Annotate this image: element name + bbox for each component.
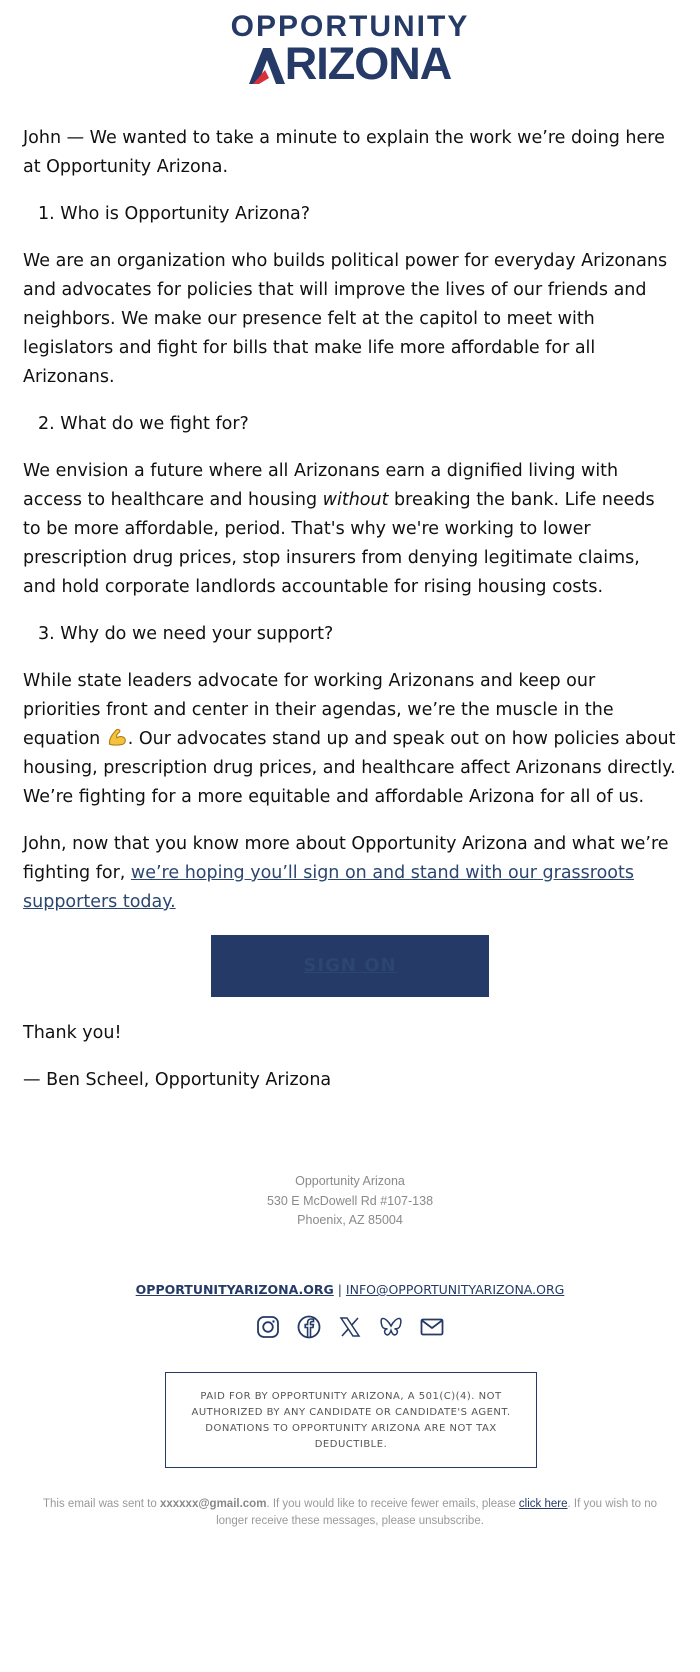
instagram-icon[interactable] bbox=[255, 1314, 281, 1340]
facebook-icon[interactable] bbox=[296, 1314, 322, 1340]
website-link[interactable]: OPPORTUNITYARIZONA.ORG bbox=[135, 1282, 334, 1297]
x-icon[interactable] bbox=[337, 1314, 363, 1340]
social-icons bbox=[0, 1314, 700, 1340]
recipient-email: xxxxxx@gmail.com bbox=[159, 1498, 267, 1510]
mail-icon[interactable] bbox=[419, 1314, 445, 1340]
cta-paragraph: John, now that you know more about Opportunity Arizona and what we’re fighting for, we’re hoping you’ll sign on and stand with our grassroots supporters today. bbox=[23, 834, 669, 912]
email-link[interactable]: INFO@OPPORTUNITYARIZONA.ORG bbox=[345, 1282, 565, 1297]
logo-line-1: OPPORTUNITY bbox=[230, 10, 470, 43]
emphasis-without: without bbox=[322, 490, 389, 510]
click-here-link[interactable]: click here bbox=[518, 1498, 568, 1510]
answer-1: We are an organization who builds political power for everyday Arizonans and advocates for policies that will improve the lives of our friends and neighbors. We make our presence felt at the capitol to meet with legislators and fight for bills that make life more affordable for all Arizonans. bbox=[23, 251, 668, 387]
flexed-biceps-icon bbox=[106, 726, 128, 748]
thanks-text: Thank you! bbox=[23, 1023, 122, 1043]
sign-on-button[interactable]: SIGN ON bbox=[211, 935, 489, 997]
email-body bbox=[23, 124, 677, 1113]
mailing-address: Opportunity Arizona 530 E McDowell Rd #107-138 Phoenix, AZ 85004 bbox=[266, 1174, 434, 1227]
logo-line-2: RIZONA bbox=[284, 38, 452, 89]
answer-2: We envision a future where all Arizonans earn a dignified living with access to healthcare and housing without breaking the bank. Life needs to be more affordable, period. That's why we're working to lower prescription drug prices, stop insurers from denying legitimate claims, and hold corporate landlords accountable for rising housing costs. bbox=[23, 461, 655, 597]
question-3: 3. Why do we need your support? bbox=[38, 624, 334, 644]
question-1: 1. Who is Opportunity Arizona? bbox=[38, 204, 311, 224]
bluesky-icon[interactable] bbox=[378, 1314, 404, 1340]
footer-links: OPPORTUNITYARIZONA.ORG | INFO@OPPORTUNITYARIZONA.ORG bbox=[135, 1282, 565, 1297]
unsubscribe-footer: This email was sent to xxxxxx@gmail.com. If you would like to receive fewer emails, please click here. If you wish to no longer receive these messages, please unsubscribe. bbox=[43, 1498, 657, 1527]
opportunity-arizona-logo bbox=[0, 12, 700, 88]
answer-3: While state leaders advocate for working Arizonans and keep our priorities front and center in their agendas, we’re the muscle in the equation . Our advocates stand up and speak out on how policies about housing, prescription drug prices, and healthcare affect Arizonans directly. We’re fighting for a more equitable and affordable Arizona for all of us. bbox=[23, 671, 676, 807]
question-2: 2. What do we fight for? bbox=[38, 414, 249, 434]
signature: — Ben Scheel, Opportunity Arizona bbox=[23, 1070, 332, 1090]
paid-for-disclaimer: PAID FOR BY OPPORTUNITY ARIZONA, A 501(C)(4). NOT AUTHORIZED BY ANY CANDIDATE OR CANDIDATE'S AGENT. DONATIONS TO OPPORTUNITY ARIZONA ARE NOT TAX DEDUCTIBLE. bbox=[165, 1372, 537, 1468]
intro-paragraph: John — We wanted to take a minute to explain the work we’re doing here at Opportunity Arizona. bbox=[23, 128, 665, 177]
logo-a-mark-icon bbox=[249, 48, 285, 84]
sign-on-link[interactable]: we’re hoping you’ll sign on and stand with our grassroots supporters today. bbox=[23, 863, 634, 912]
